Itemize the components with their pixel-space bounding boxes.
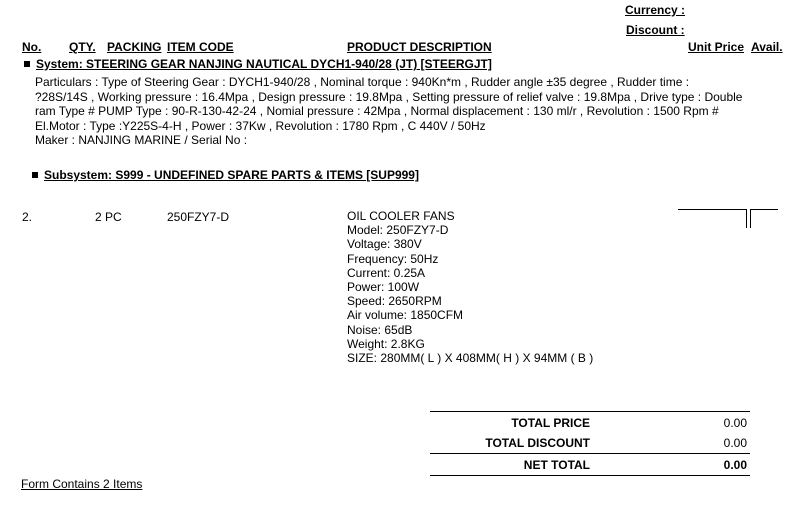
item-description <box>347 209 593 365</box>
particulars-line: ?28S/14S , Working pressure : 16.4Mpa , Design pressure : 19.8Mpa , Setting pressure of relief valve : 19.8Mpa , Drive type : Double <box>35 89 743 104</box>
square-bullet-icon <box>32 172 38 178</box>
spec-line: Model: 250FZY7-D <box>347 223 449 238</box>
totals-top-rule <box>430 411 750 412</box>
particulars-line: Particulars : Type of Steering Gear : DYCH1-940/28 , Nominal torque : 940Kn*m , Rudder angle ±35 degree , Rudder time : <box>35 75 690 89</box>
totals-middle-rule <box>430 453 750 454</box>
spec-line: Noise: 65dB <box>347 322 413 337</box>
item-count: Form Contains 2 Items <box>21 477 143 491</box>
col-avail: Avail. <box>751 40 783 54</box>
system-title: System: STEERING GEAR NANJING NAUTICAL DYCH1-940/28 (JT) [STEERGJT] <box>36 57 492 71</box>
item-code: 250FZY7-D <box>167 210 230 224</box>
item-no: 2. <box>22 210 33 224</box>
avail-box-left <box>750 209 751 228</box>
spec-line: Current: 0.25A <box>347 265 426 280</box>
col-qty: QTY. <box>69 40 96 54</box>
currency-label: Currency : <box>625 3 686 17</box>
col-no: No. <box>22 40 42 54</box>
spec-line: Voltage: 380V <box>347 237 422 252</box>
unit-price-box-right <box>746 209 747 228</box>
total-price-value: 0.00 <box>723 416 747 430</box>
col-unit-price: Unit Price <box>688 40 745 54</box>
system-heading <box>24 57 492 71</box>
net-total-value: 0.00 <box>723 458 747 472</box>
particulars-line: El.Motor : Type :Y225S-4-H , Power : 37Kw , Revolution : 1780 Rpm , C 440V / 50Hz <box>35 118 486 133</box>
item-qty: 2 PC <box>95 210 122 224</box>
spec-line: Air volume: 1850CFM <box>347 308 464 323</box>
col-item-code: ITEM CODE <box>167 40 234 54</box>
total-discount-value: 0.00 <box>723 436 747 450</box>
spec-line: Frequency: 50Hz <box>347 251 439 266</box>
system-particulars <box>35 75 742 148</box>
total-discount-label: TOTAL DISCOUNT <box>485 436 590 450</box>
net-total-label: NET TOTAL <box>523 458 590 472</box>
discount-label: Discount : <box>626 23 685 37</box>
unit-price-box-top <box>678 209 747 210</box>
item-name: OIL COOLER FANS <box>347 209 455 223</box>
spec-line: SIZE: 280MM( L ) X 408MM( H ) X 94MM ( B ) <box>347 351 594 366</box>
totals-bottom-rule <box>430 475 750 476</box>
subsystem-heading <box>32 168 419 182</box>
spec-line: Weight: 2.8KG <box>347 336 425 351</box>
particulars-line: ram Type # PUMP Type : 90-R-130-42-24 , Nomial pressure : 42Mpa , Normal displacement : 130 ml/r , Revolution : 1500 Rpm # <box>35 104 719 118</box>
col-description: PRODUCT DESCRIPTION <box>347 40 492 54</box>
spec-line: Power: 100W <box>347 280 420 295</box>
particulars-line: Maker : NANJING MARINE / Serial No : <box>35 133 248 147</box>
col-packing: PACKING <box>107 40 162 54</box>
subsystem-title: Subsystem: S999 - UNDEFINED SPARE PARTS & ITEMS [SUP999] <box>44 168 419 182</box>
total-price-label: TOTAL PRICE <box>511 416 590 430</box>
square-bullet-icon <box>24 61 30 67</box>
spec-line: Speed: 2650RPM <box>347 294 442 309</box>
avail-box-top <box>750 209 778 210</box>
